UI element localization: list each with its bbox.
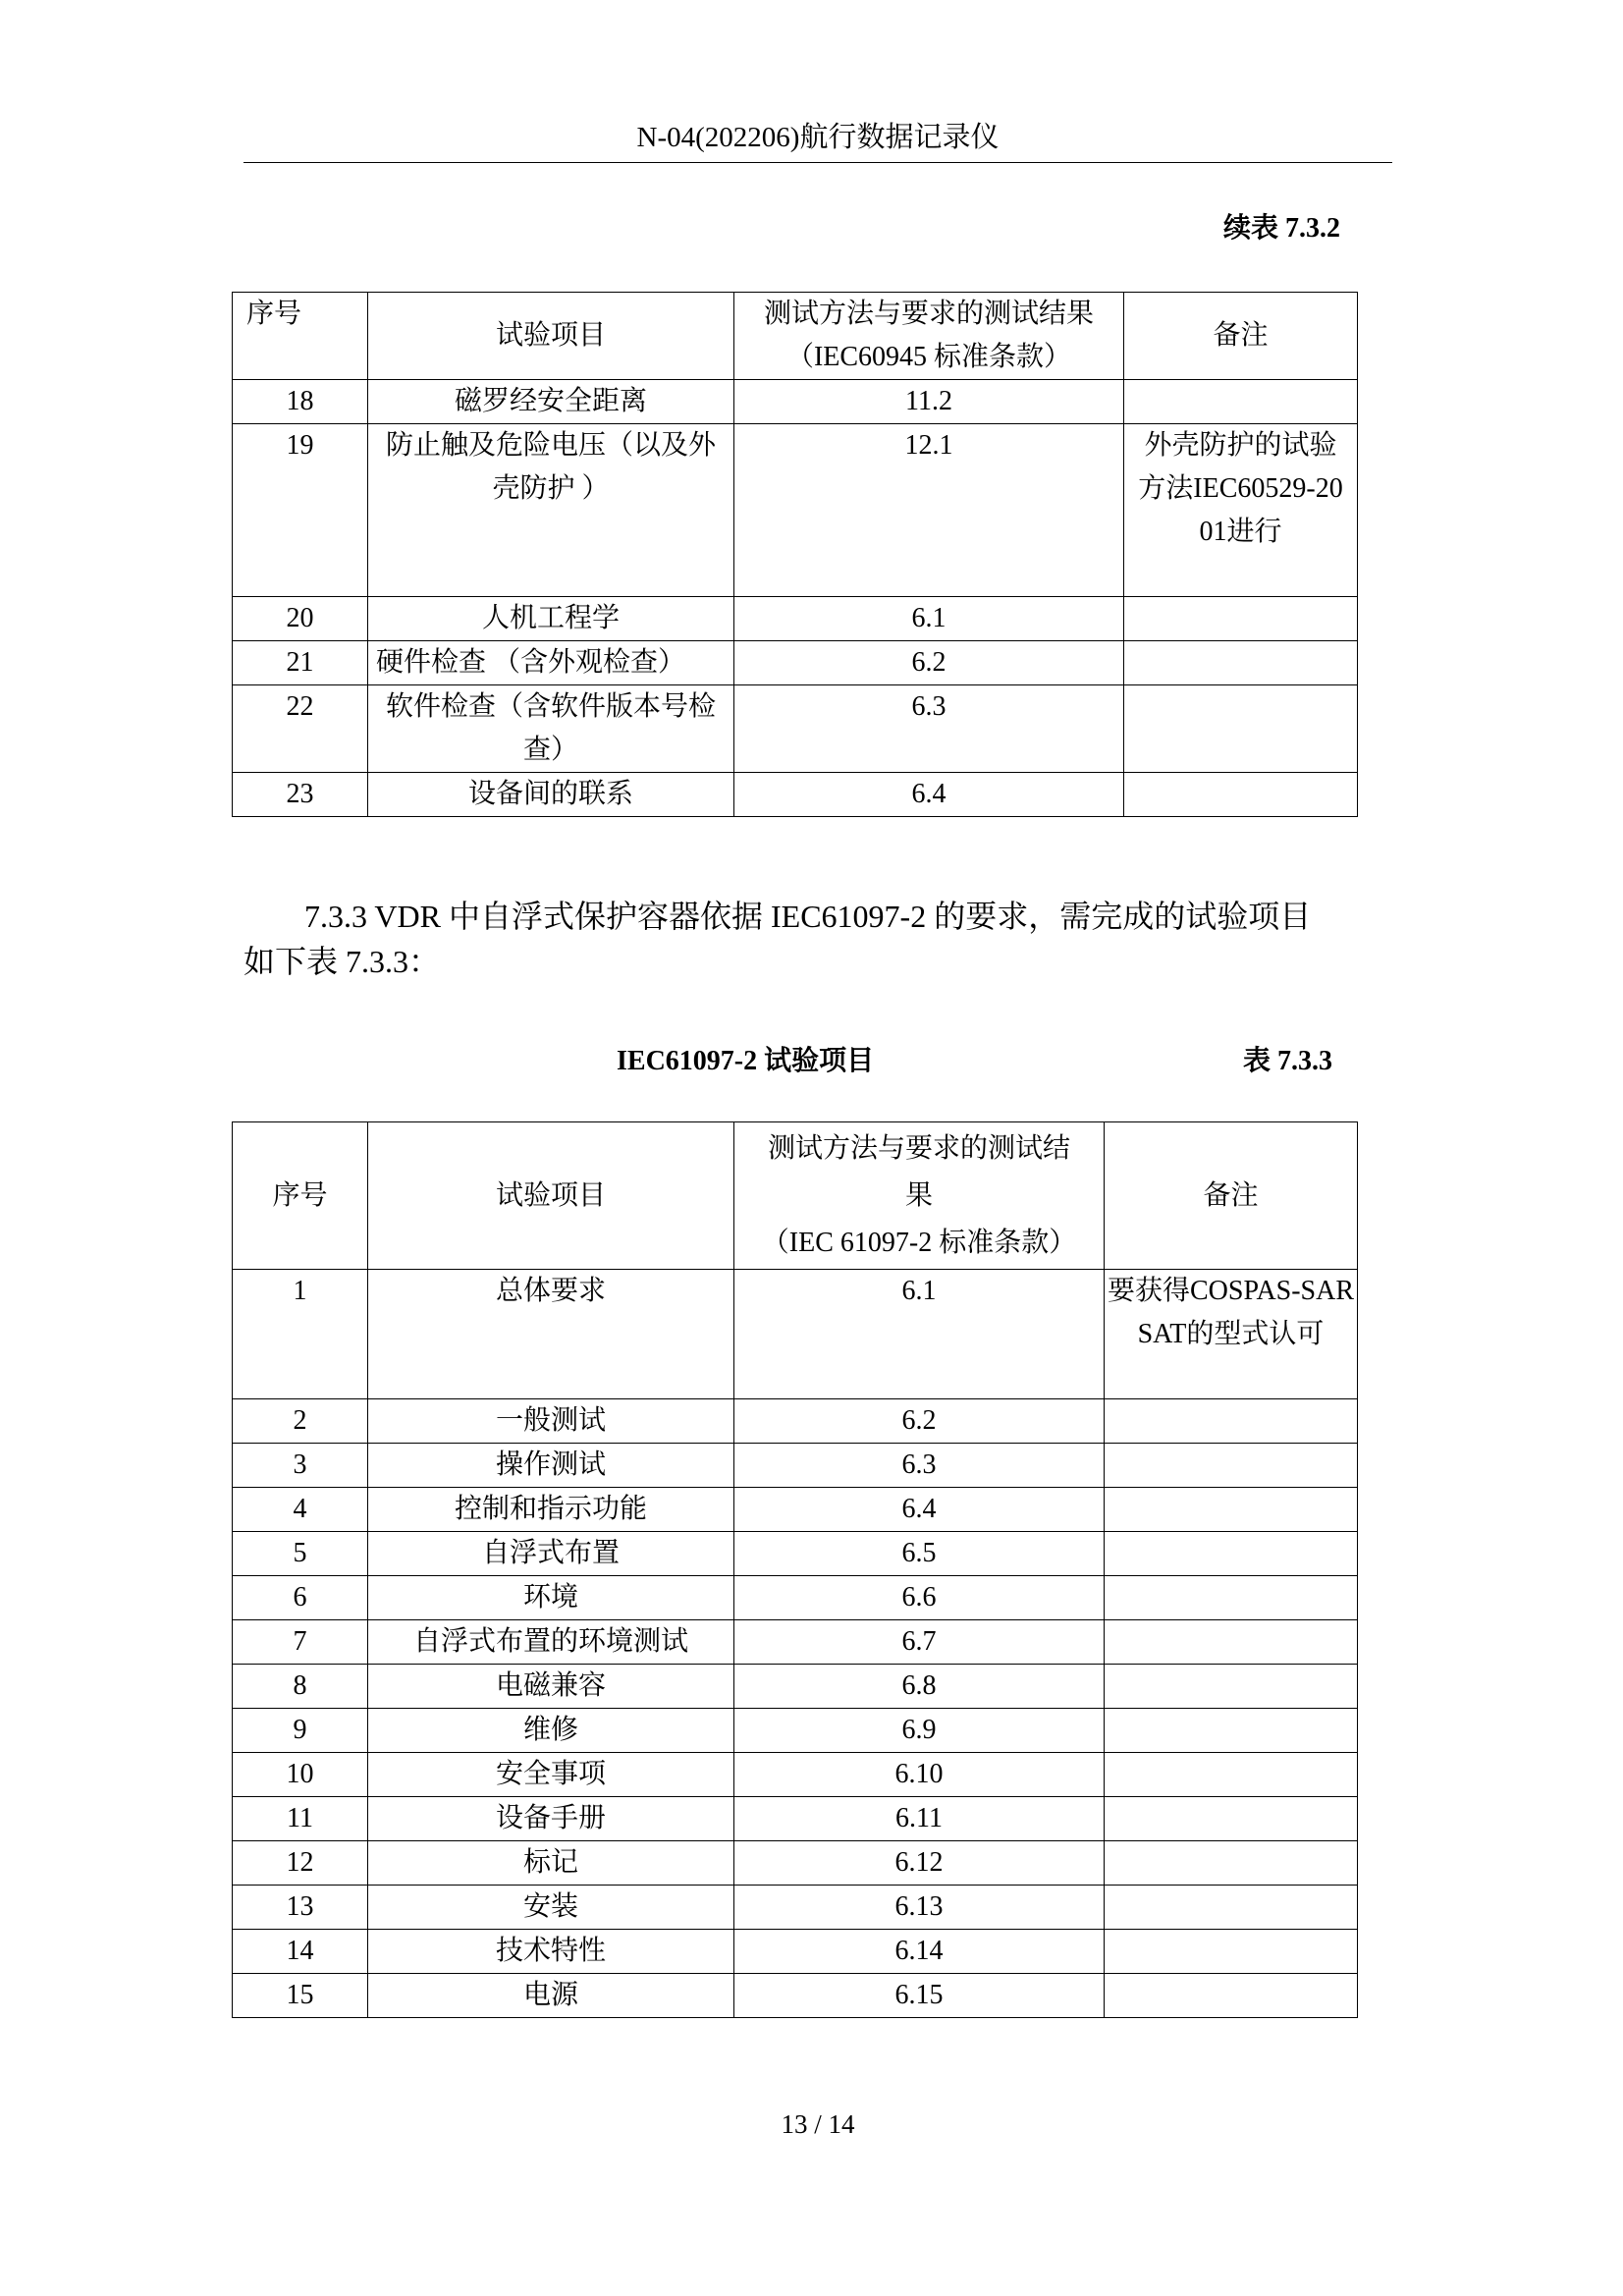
- table-row: [233, 1930, 1358, 1974]
- cell-test-item: 自浮式布置: [368, 1532, 734, 1576]
- cell-clause: 6.8: [734, 1665, 1105, 1709]
- table-row: [233, 597, 1358, 641]
- document-header-title: N-04(202206)航行数据记录仪: [636, 122, 1000, 153]
- cell-serial: 11: [233, 1797, 368, 1841]
- table-row: [233, 424, 1358, 597]
- cell-clause: 6.7: [734, 1620, 1105, 1665]
- cell-test-item: 安装: [368, 1886, 734, 1930]
- header-remarks: 备注: [1105, 1122, 1358, 1270]
- cell-serial: 20: [233, 597, 368, 641]
- paragraph-line-1: 7.3.3 VDR 中自浮式保护容器依据 IEC61097-2 的要求，需完成的试验项目: [304, 899, 1312, 934]
- table-row: [233, 1841, 1358, 1886]
- table-row: [233, 1532, 1358, 1576]
- table2-caption: 表 7.3.3: [1243, 1046, 1333, 1076]
- table-row: [233, 1620, 1358, 1665]
- cell-test-item: 维修: [368, 1709, 734, 1753]
- cell-note: [1105, 1665, 1358, 1709]
- table-row: [233, 1576, 1358, 1620]
- table-row: [233, 685, 1358, 773]
- cell-clause: 6.6: [734, 1576, 1105, 1620]
- cell-serial: 5: [233, 1532, 368, 1576]
- cell-clause: 6.12: [734, 1841, 1105, 1886]
- cell-serial: 22: [233, 685, 368, 773]
- cell-note: 外壳防护的试验方法IEC60529-2001进行: [1124, 424, 1358, 597]
- test-items-table-7-3-2: [232, 292, 1358, 817]
- cell-note: [1124, 773, 1358, 817]
- header-divider: [243, 162, 1392, 163]
- cell-note: [1105, 1886, 1358, 1930]
- cell-serial: 6: [233, 1576, 368, 1620]
- cell-note: [1105, 1841, 1358, 1886]
- header-test-method-line2: 果: [904, 1179, 933, 1211]
- table-row: [233, 1797, 1358, 1841]
- table2-title: IEC61097-2 试验项目: [617, 1046, 875, 1076]
- cell-serial: 2: [233, 1399, 368, 1444]
- cell-test-item: 控制和指示功能: [368, 1488, 734, 1532]
- cell-clause: 6.9: [734, 1709, 1105, 1753]
- cell-test-item: 安全事项: [368, 1753, 734, 1797]
- cell-clause: 6.5: [734, 1532, 1105, 1576]
- cell-note: [1124, 641, 1358, 685]
- cell-test-item: 人机工程学: [368, 597, 734, 641]
- cell-test-item: 标记: [368, 1841, 734, 1886]
- table-row: [233, 1753, 1358, 1797]
- table-row: [233, 1444, 1358, 1488]
- table-row: [233, 773, 1358, 817]
- cell-test-item: 环境: [368, 1576, 734, 1620]
- header-test-method: [734, 1122, 1105, 1270]
- cell-serial: 7: [233, 1620, 368, 1665]
- header-test-method-line1: 测试方法与要求的测试结果: [763, 299, 1094, 329]
- cell-note: [1105, 1488, 1358, 1532]
- cell-test-item: 自浮式布置的环境测试: [368, 1620, 734, 1665]
- cell-test-item: 一般测试: [368, 1399, 734, 1444]
- cell-serial: 3: [233, 1444, 368, 1488]
- cell-note: [1105, 1709, 1358, 1753]
- cell-test-item: 设备间的联系: [368, 773, 734, 817]
- cell-note: [1124, 685, 1358, 773]
- table-row: [233, 1974, 1358, 2018]
- table-row: [233, 1886, 1358, 1930]
- cell-serial: 9: [233, 1709, 368, 1753]
- cell-clause: 6.15: [734, 1974, 1105, 2018]
- table-row: [233, 1399, 1358, 1444]
- cell-serial: 12: [233, 1841, 368, 1886]
- cell-test-item: 软件检查（含软件版本号检查）: [368, 685, 734, 773]
- cell-note: [1105, 1620, 1358, 1665]
- cell-clause: 6.2: [734, 641, 1124, 685]
- cell-test-item: 设备手册: [368, 1797, 734, 1841]
- cell-clause: 6.10: [734, 1753, 1105, 1797]
- section-7-3-3-paragraph: [243, 894, 1392, 984]
- cell-note: [1105, 1930, 1358, 1974]
- test-items-table-7-3-3: [232, 1121, 1358, 2018]
- cell-test-item: 硬件检查 （含外观检查）: [368, 641, 734, 685]
- cell-test-item: 电磁兼容: [368, 1665, 734, 1709]
- table-row: [233, 380, 1358, 424]
- cell-serial: 8: [233, 1665, 368, 1709]
- cell-clause: 6.13: [734, 1886, 1105, 1930]
- header-test-method-line3: （IEC 61097-2 标准条款）: [761, 1227, 1077, 1258]
- table-row: [233, 1488, 1358, 1532]
- cell-clause: 6.1: [734, 1270, 1105, 1399]
- cell-note: 要获得COSPAS-SARSAT的型式认可: [1105, 1270, 1358, 1399]
- cell-note: [1105, 1399, 1358, 1444]
- cell-test-item: 电源: [368, 1974, 734, 2018]
- cell-test-item: 技术特性: [368, 1930, 734, 1974]
- header-serial: 序号: [233, 293, 368, 380]
- cell-serial: 10: [233, 1753, 368, 1797]
- table-row: [233, 1709, 1358, 1753]
- cell-note: [1105, 1532, 1358, 1576]
- cell-clause: 12.1: [734, 424, 1124, 597]
- cell-clause: 6.1: [734, 597, 1124, 641]
- cell-serial: 19: [233, 424, 368, 597]
- cell-serial: 1: [233, 1270, 368, 1399]
- cell-serial: 15: [233, 1974, 368, 2018]
- table-row: [233, 1270, 1358, 1399]
- cell-note: [1105, 1797, 1358, 1841]
- cell-serial: 14: [233, 1930, 368, 1974]
- cell-clause: 11.2: [734, 380, 1124, 424]
- table-row: [233, 1665, 1358, 1709]
- cell-clause: 6.4: [734, 773, 1124, 817]
- cell-note: [1124, 597, 1358, 641]
- cell-serial: 4: [233, 1488, 368, 1532]
- header-test-method-line1: 测试方法与要求的测试结: [767, 1132, 1070, 1164]
- cell-clause: 6.14: [734, 1930, 1105, 1974]
- cell-note: [1105, 1753, 1358, 1797]
- table-header-row: [233, 293, 1358, 380]
- cell-clause: 6.4: [734, 1488, 1105, 1532]
- header-serial: 序号: [233, 1122, 368, 1270]
- cell-clause: 6.3: [734, 1444, 1105, 1488]
- cell-note: [1105, 1444, 1358, 1488]
- cell-serial: 18: [233, 380, 368, 424]
- cell-clause: 6.2: [734, 1399, 1105, 1444]
- header-remarks: 备注: [1124, 293, 1358, 380]
- cell-test-item: 磁罗经安全距离: [368, 380, 734, 424]
- header-test-method: [734, 293, 1124, 380]
- cell-note: [1105, 1576, 1358, 1620]
- page-number: 13 / 14: [781, 2109, 855, 2139]
- cell-test-item: 总体要求: [368, 1270, 734, 1399]
- table-header-row: [233, 1122, 1358, 1270]
- cell-serial: 23: [233, 773, 368, 817]
- cell-note: [1105, 1974, 1358, 2018]
- header-test-item: 试验项目: [368, 1122, 734, 1270]
- paragraph-line-2: 如下表 7.3.3：: [243, 944, 441, 979]
- cell-note: [1124, 380, 1358, 424]
- cell-test-item: 防止触及危险电压（以及外壳防护 ）: [368, 424, 734, 597]
- header-test-item: 试验项目: [368, 293, 734, 380]
- header-test-method-line2: （IEC60945 标准条款）: [785, 342, 1072, 372]
- cell-serial: 13: [233, 1886, 368, 1930]
- table-row: [233, 641, 1358, 685]
- cell-clause: 6.3: [734, 685, 1124, 773]
- cell-clause: 6.11: [734, 1797, 1105, 1841]
- cell-test-item: 操作测试: [368, 1444, 734, 1488]
- cell-serial: 21: [233, 641, 368, 685]
- table1-caption: 续表 7.3.2: [1223, 213, 1341, 244]
